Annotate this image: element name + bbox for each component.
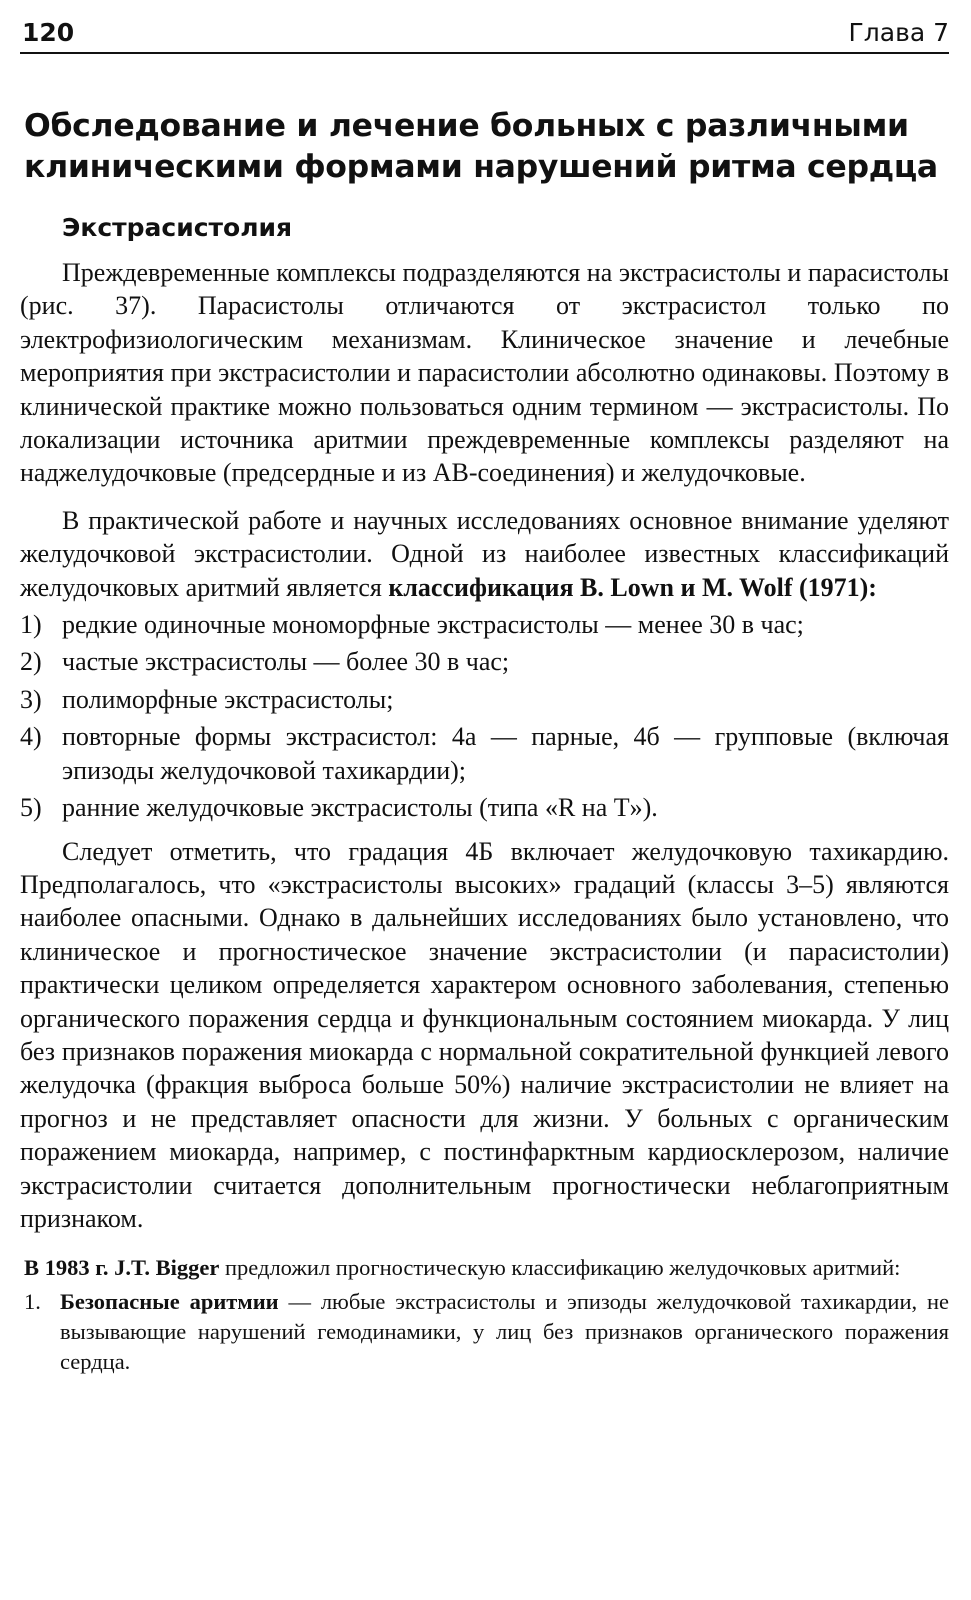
list-item-number: 1)	[20, 610, 42, 640]
page-number: 120	[22, 18, 75, 47]
list-item	[24, 1287, 949, 1377]
running-header	[20, 0, 949, 54]
paragraph-premature-complexes: Преждевременные комплексы подразделяются на экстрасистолы и парасистолы (рис. 37). Парасистолы отличаются от экстрасистол только по электрофизиологическим механизмам. Клиническое значение и лечебные мероприятия при экстрасистолии и парасистолии абсолютно одинаковы. Поэтому в клинической практике можно пользоваться одним термином — экстрасистолы. По локализации источника аритмии преждевременные комплексы разделяют на наджелудочковые (предсердные и из АВ-соединения) и желудочковые.	[20, 258, 949, 488]
list-item-number: 5)	[20, 793, 42, 823]
lown-classification-ref: классификация B. Lown и M. Wolf (1971):	[388, 572, 877, 602]
list-item	[20, 791, 949, 824]
list-item-number: 3)	[20, 684, 42, 714]
list-item	[20, 608, 949, 641]
paragraph-prognosis: Следует отметить, что градация 4Б включает желудочковую тахикардию. Предполагалось, что «экстрасистолы высоких» градаций (классы 3–5) являются наиболее опасными. Однако в дальнейших исследованиях было установлено, что клиническое и прогностическое значение экстрасистолии (и парасистолии) практически целиком определяется характером основного заболевания, степенью органического поражения сердца и функциональным состоянием миокарда. У лиц без признаков поражения миокарда с нормальной сократительной функцией левого желудочка (фракция выброса больше 50%) наличие экстрасистолии не влияет на прогноз и не представляет опасности для жизни. У больных с органическим поражением миокарда, например, с постинфарктным кардиосклерозом, наличие экстрасистолии считается дополнительным прогностически неблагоприятным признаком.	[20, 836, 949, 1233]
lown-classification-list	[20, 608, 949, 824]
list-item-number: 1.	[24, 1289, 41, 1315]
list-item-text: частые экстрасистолы — более 30 в час;	[62, 647, 510, 677]
section-title: Обследование и лечение больных с различными клиническими формами нарушений ритма сердца	[24, 108, 938, 185]
list-item-number: 2)	[20, 647, 42, 677]
list-item	[20, 645, 949, 678]
paragraph-lown-intro	[20, 504, 949, 604]
bigger-intro-bold: В 1983 г. J.T. Bigger	[24, 1255, 220, 1281]
list-item-text	[60, 1287, 949, 1377]
list-item	[20, 683, 949, 716]
bigger-intro	[24, 1253, 949, 1283]
chapter-label: Глава 7	[848, 18, 949, 47]
list-item-definition: — любые экстрасистолы и эпизоды желудочковой тахикардии, не вызывающие нарушений гемодинамики, у лиц без признаков органического поражения сердца.	[60, 1289, 949, 1375]
list-item-text: редкие одиночные мономорфные экстрасистолы — менее 30 в час;	[62, 610, 804, 640]
bigger-intro-text: предложил прогностическую классификацию желудочковых аритмий:	[219, 1255, 901, 1281]
main-text	[20, 256, 949, 1235]
list-item-term: Безопасные аритмии	[60, 1289, 279, 1315]
list-item	[20, 720, 949, 787]
subsection-title: Экстрасистолия	[62, 213, 293, 242]
bigger-classification-list	[24, 1287, 949, 1377]
list-item-text: повторные формы экстрасистол: 4а — парные, 4б — групповые (включая эпизоды желудочковой тахикардии);	[62, 722, 949, 785]
list-item-text: ранние желудочковые экстрасистолы (типа «R на T»).	[62, 793, 658, 823]
list-item-number: 4)	[20, 722, 42, 752]
list-item-text: полиморфные экстрасистолы;	[62, 684, 394, 714]
paragraph-lown-intro-text: В практической работе и научных исследованиях основное внимание уделяют желудочковой экстрасистолии. Одной из наиболее известных классификаций желудочковых аритмий является	[20, 505, 949, 602]
